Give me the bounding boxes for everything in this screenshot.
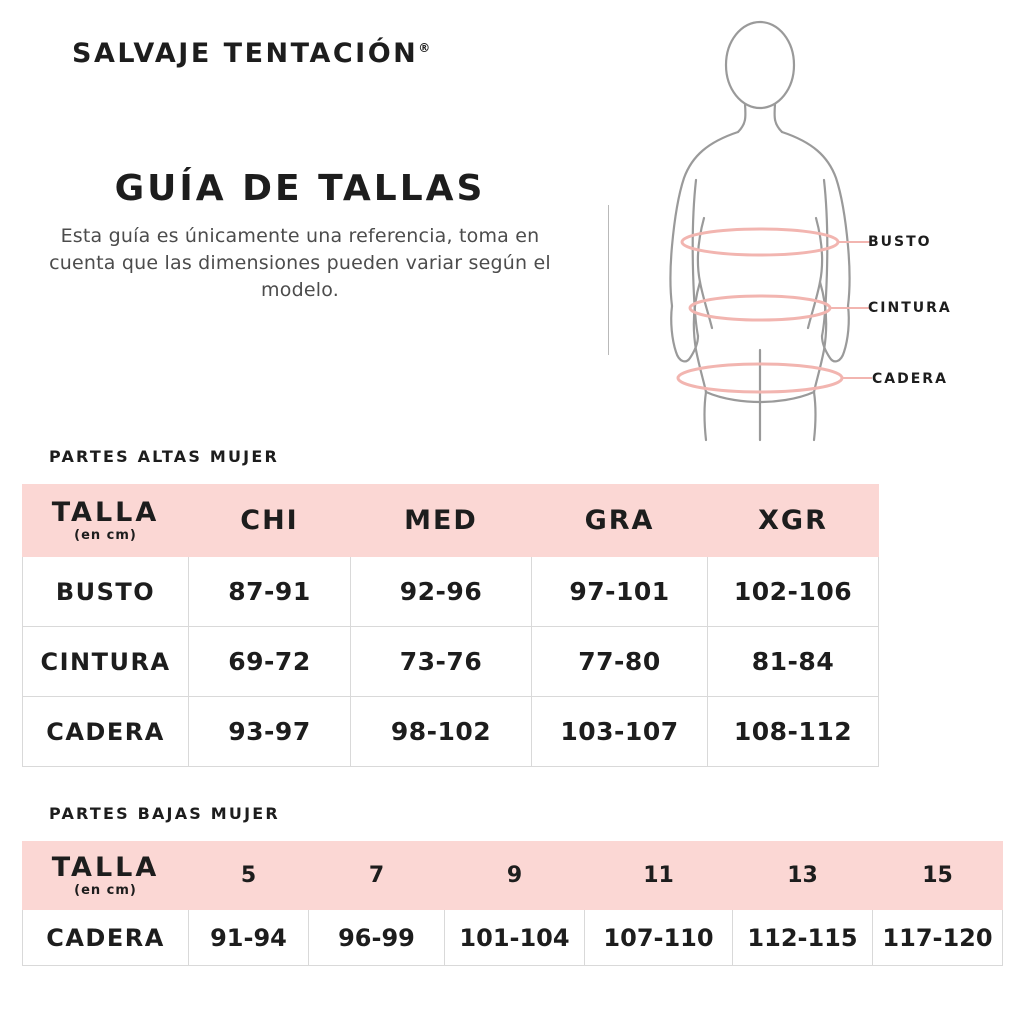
upper-hip-gra: 103-107	[532, 697, 708, 767]
upper-bust-med: 92-96	[351, 557, 532, 627]
body-figure-illustration	[600, 10, 1020, 450]
lower-hip-11: 107-110	[585, 910, 733, 966]
upper-column-xgr: XGR	[708, 485, 879, 557]
upper-waist-gra: 77-80	[532, 627, 708, 697]
upper-waist-chi: 69-72	[189, 627, 351, 697]
upper-hip-xgr: 108-112	[708, 697, 879, 767]
lower-column-5: 5	[189, 842, 309, 910]
trademark-symbol: ®	[418, 41, 431, 55]
lower-hip-9: 101-104	[445, 910, 585, 966]
page-description: Esta guía es únicamente una referencia, toma en cuenta que las dimensiones pueden variar según el modelo.	[49, 225, 551, 301]
upper-column-med: MED	[351, 485, 532, 557]
upper-hip-chi: 93-97	[189, 697, 351, 767]
figure-label-waist: CINTURA	[868, 300, 952, 316]
section-title-upper: PARTES ALTAS MUJER	[49, 447, 279, 466]
upper-row-label-hip: CADERA	[23, 697, 189, 767]
upper-bust-xgr: 102-106	[708, 557, 879, 627]
figure-label-hip: CADERA	[872, 371, 948, 387]
table-row	[23, 557, 879, 627]
table-row	[23, 697, 879, 767]
upper-bust-chi: 87-91	[189, 557, 351, 627]
upper-row-label-waist: CINTURA	[23, 627, 189, 697]
lower-size-header	[23, 842, 189, 910]
upper-hip-med: 98-102	[351, 697, 532, 767]
lower-hip-7: 96-99	[309, 910, 445, 966]
heading-block	[40, 168, 560, 304]
upper-size-header-unit: (en cm)	[74, 527, 137, 543]
table-row	[23, 910, 1003, 966]
lower-hip-5: 91-94	[189, 910, 309, 966]
lower-column-11: 11	[585, 842, 733, 910]
upper-sizes-table	[22, 484, 879, 767]
brand-title	[72, 38, 430, 69]
lower-column-15: 15	[873, 842, 1003, 910]
upper-waist-xgr: 81-84	[708, 627, 879, 697]
upper-size-header	[23, 485, 189, 557]
upper-column-chi: CHI	[189, 485, 351, 557]
upper-row-label-bust: BUSTO	[23, 557, 189, 627]
lower-column-9: 9	[445, 842, 585, 910]
lower-size-header-unit: (en cm)	[74, 882, 137, 898]
table-row	[23, 627, 879, 697]
upper-waist-med: 73-76	[351, 627, 532, 697]
upper-column-gra: GRA	[532, 485, 708, 557]
page-title: GUÍA DE TALLAS	[114, 168, 486, 209]
female-body-outline-icon	[600, 10, 1020, 450]
section-title-lower: PARTES BAJAS MUJER	[49, 804, 280, 823]
lower-size-header-label: TALLA	[51, 851, 160, 883]
lower-row-label-hip: CADERA	[23, 910, 189, 966]
table-header-row	[23, 842, 1003, 910]
lower-column-7: 7	[309, 842, 445, 910]
table-header-row	[23, 485, 879, 557]
lower-sizes-table	[22, 841, 1003, 966]
brand-name: SALVAJE TENTACIÓN	[72, 38, 419, 69]
figure-label-bust: BUSTO	[868, 234, 932, 250]
upper-bust-gra: 97-101	[532, 557, 708, 627]
lower-column-13: 13	[733, 842, 873, 910]
lower-hip-13: 112-115	[733, 910, 873, 966]
upper-size-header-label: TALLA	[51, 496, 160, 528]
lower-hip-15: 117-120	[873, 910, 1003, 966]
